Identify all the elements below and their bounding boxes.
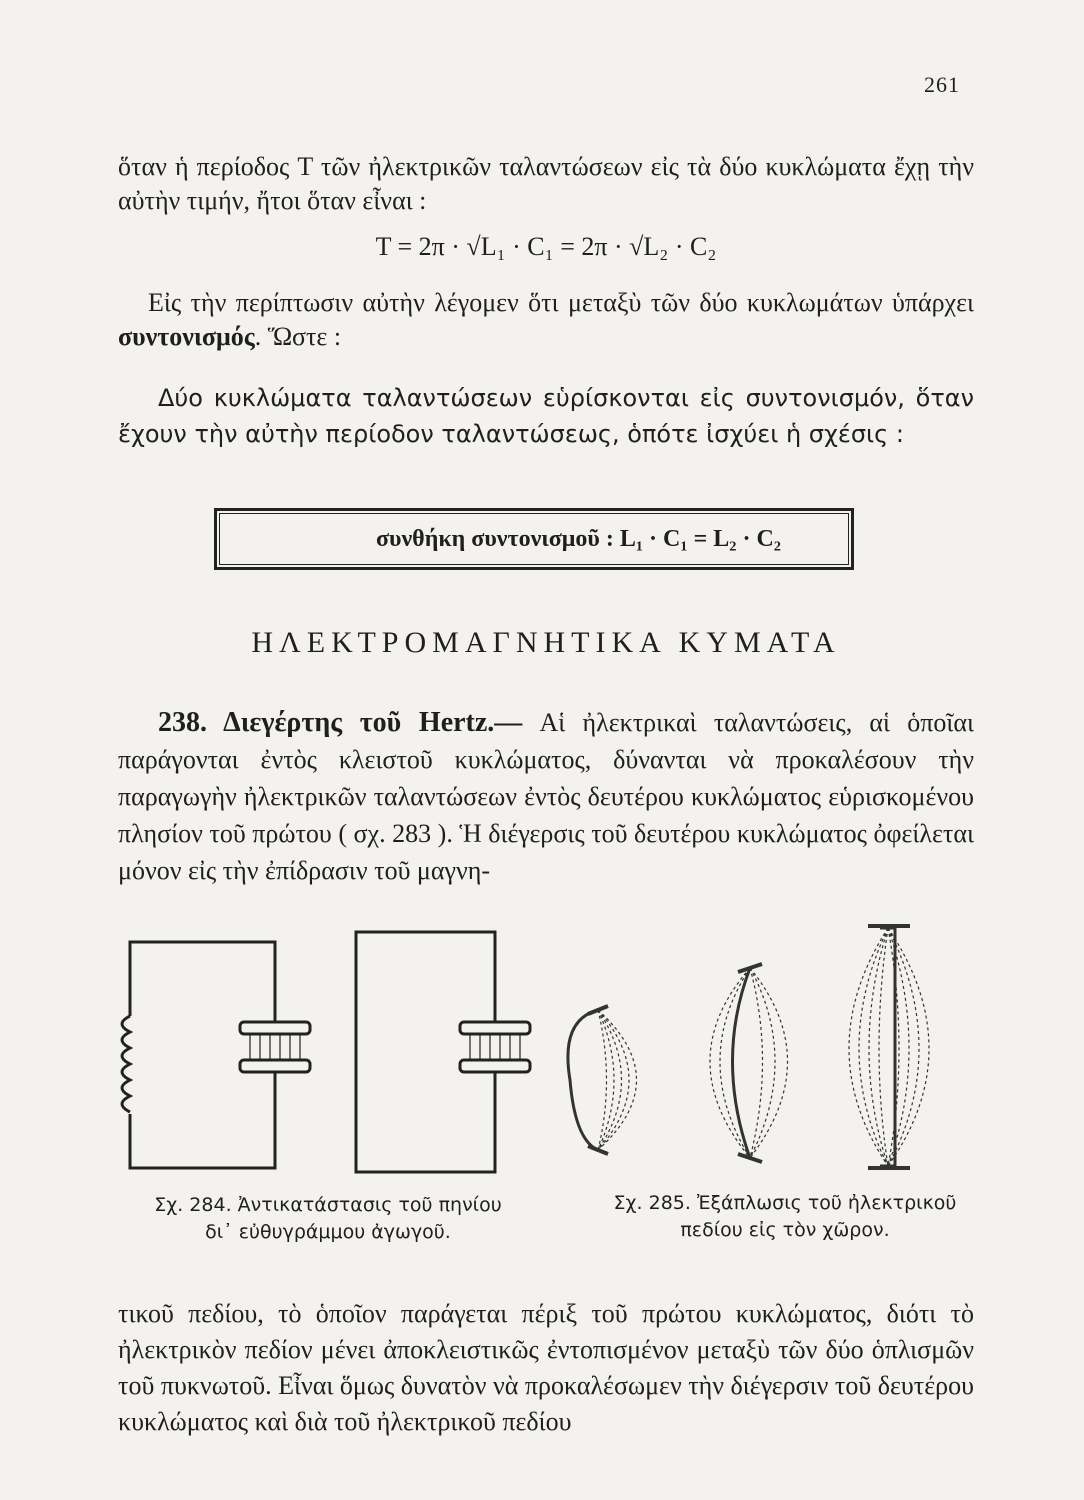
resonance-term: συντονισμός — [118, 322, 255, 351]
resonance-condition: συνθήκη συντονισμοῦ : L₁ · C₁ = L₂ · C₂ — [375, 525, 781, 552]
hertz-text: Αἱ ἠλεκτρικαὶ ταλαντώσεις, αἱ ὁποῖαι παράγονται ἐντὸς κλειστοῦ κυκλώματος, δύνανται νὰ προκαλέσουν τὴν παραγωγὴν ἠλεκτρικῶν ταλαντώσεων ἐντὸς δευτέρου κυκλώματος εὑρισκομένου πλησίον τοῦ πρώτου ( σχ. 283 ). Ἡ διέγερσις τοῦ δευτέρου κυκλώματος ὀφείλεται μόνον εἰς τὴν ἐπίδρασιν τοῦ μαγνη- — [118, 708, 974, 885]
circuit-with-coil-figure — [122, 942, 310, 1168]
field-spread-small — [568, 1006, 637, 1154]
period-formula: T = 2π · √L₁ · C₁ = 2π · √L₂ · C₂ — [375, 232, 717, 261]
paragraph-hertz — [118, 704, 974, 889]
paragraph-period: ὅταν ἡ περίοδος T τῶν ἠλεκτρικῶν ταλαντώσεων εἰς τὰ δύο κυκλώματα ἔχῃ τὴν αὐτὴν τιμήν, ἤτοι ὅταν εἶναι : — [118, 152, 974, 215]
field-spread-medium — [710, 964, 788, 1162]
caption-284-line2: δι᾿ εὐθυγράμμου ἀγωγοῦ. — [205, 1221, 451, 1243]
section-heading: ΗΛΕΚΤΡΟΜΑΓΝΗΤΙΚΑ ΚΥΜΑΤΑ — [251, 626, 841, 659]
resonance-rule: Δύο κυκλώματα ταλαντώσεων εὑρίσκονται εἰς συντονισμόν, ὅταν ἔχουν τὴν αὐτὴν περίοδον ταλαντώσεως, ὁπότε ἰσχύει ἡ σχέσις : — [118, 384, 974, 448]
caption-fig-284 — [128, 1192, 528, 1246]
caption-285-line1: Σχ. 285. Ἐξάπλωσις τοῦ ἠλεκτρικοῦ — [613, 1192, 957, 1214]
caption-284-line1: Σχ. 284. Ἀντικατάστασις τοῦ πηνίου — [154, 1194, 502, 1216]
hertz-section-title: 238. Διεγέρτης τοῦ Hertz.— — [158, 707, 523, 738]
figures-284-285 — [110, 910, 990, 1190]
resonance-tail: . Ὥστε : — [254, 322, 342, 351]
resonance-text: Εἰς τὴν περίπτωσιν αὐτὴν λέγομεν ὅτι μεταξὺ τῶν δύο κυκλωμάτων ὑπάρχει — [148, 288, 974, 317]
resonance-condition-box — [214, 508, 854, 570]
caption-285-line2: πεδίου εἰς τὸν χῶρον. — [680, 1219, 890, 1241]
page-number: 261 — [924, 72, 960, 97]
circuit-straight-conductor-figure — [356, 932, 530, 1172]
paragraph-magnetic-field: τικοῦ πεδίου, τὸ ὁποῖον παράγεται πέριξ τοῦ πρώτου κυκλώματος, διότι τὸ ἠλεκτρικὸν πεδίον μένει ἀποκλειστικῶς ἐντοπισμένον μεταξὺ τῶν δύο ὁπλισμῶν τοῦ πυκνωτοῦ. Εἶναι ὅμως δυνατὸν νὰ προκαλέσωμεν τὴν διέγερσιν τοῦ δευτέρου κυκλώματος καὶ διὰ τοῦ ἠλεκτρικοῦ πεδίου — [118, 1299, 974, 1436]
paragraph-resonance — [118, 286, 974, 354]
caption-fig-285 — [570, 1190, 1000, 1244]
field-spread-large — [849, 926, 929, 1168]
